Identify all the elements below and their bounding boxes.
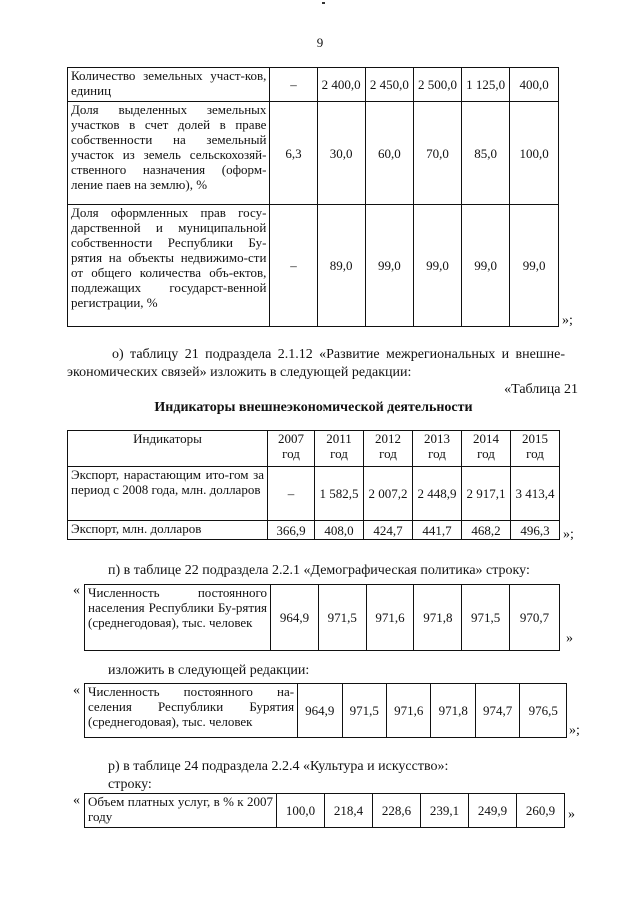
cell-value: 99,0: [365, 205, 413, 327]
cell-value: 100,0: [277, 794, 325, 828]
cell-value: 424,7: [364, 521, 413, 540]
page-number: 9: [316, 35, 324, 50]
table-row: [68, 467, 560, 521]
opening-quote: «: [73, 793, 80, 808]
paragraph-row: строку:: [108, 777, 152, 792]
table-row: [68, 521, 560, 540]
header-year: 2012 год: [364, 431, 413, 467]
cell-value: 971,6: [366, 585, 414, 651]
paragraph-o: о) таблицу 21 подраздела 2.1.12 «Развитие межрегиональных и внешне-экономических связей» изложить в следующей редакции:: [67, 347, 565, 380]
population-row-old: [84, 584, 560, 651]
cell-value: 260,9: [517, 794, 565, 828]
scan-speck: [322, 2, 325, 4]
cell-value: 408,0: [315, 521, 364, 540]
table-header-row: [68, 431, 560, 467]
continued-indicator-table: [67, 67, 559, 327]
population-row-new: [84, 683, 567, 738]
cell-value: 971,8: [414, 585, 462, 651]
closing-quote: »: [566, 631, 573, 646]
cell-value: –: [268, 467, 315, 521]
row-label: Численность постоянного на-селения Республики Бурятия (среднегодовая), тыс. человек: [85, 684, 298, 738]
closing-quote: »: [568, 807, 575, 822]
cell-value: 971,5: [462, 585, 510, 651]
header-year: 2013 год: [413, 431, 462, 467]
cell-value: 468,2: [462, 521, 511, 540]
header-year: 2011 год: [315, 431, 364, 467]
cell-value: 976,5: [520, 684, 567, 738]
cell-value: 2 500,0: [413, 68, 461, 102]
foreign-trade-table: [67, 430, 560, 540]
cell-value: 2 450,0: [365, 68, 413, 102]
cell-value: 971,5: [342, 684, 386, 738]
cell-value: 218,4: [325, 794, 373, 828]
row-label: Доля оформленных прав госу-дарственной и муниципальной собственности Республики Бу-рятия на объекты недвижимо-сти от общего количества объ-ектов, подлежащих государст-венной регистрации, %: [68, 205, 270, 327]
opening-quote: «: [73, 583, 80, 598]
cell-value: 964,9: [271, 585, 319, 651]
table-row: [85, 794, 565, 828]
cell-value: 1 582,5: [315, 467, 364, 521]
paid-services-row: [84, 793, 565, 828]
cell-value: 6,3: [270, 102, 317, 205]
cell-value: 30,0: [317, 102, 365, 205]
table-row: [85, 684, 567, 738]
cell-value: 89,0: [317, 205, 365, 327]
cell-value: 2 917,1: [462, 467, 511, 521]
closing-quote: »;: [562, 313, 573, 328]
row-label: Количество земельных участ-ков, единиц: [68, 68, 270, 102]
cell-value: 99,0: [413, 205, 461, 327]
row-label: Объем платных услуг, в % к 2007 году: [85, 794, 277, 828]
cell-value: 971,5: [318, 585, 366, 651]
cell-value: 964,9: [298, 684, 342, 738]
cell-value: 2 448,9: [413, 467, 462, 521]
row-label: Доля выделенных земельных участков в счет долей в праве собственности на земельный участок из земель сельскохозяй-ственного назначения (оформ-ление паев на землю), %: [68, 102, 270, 205]
row-label: Экспорт, млн. долларов: [68, 521, 268, 540]
cell-value: 974,7: [475, 684, 519, 738]
cell-value: 2 400,0: [317, 68, 365, 102]
cell-value: 1 125,0: [462, 68, 510, 102]
cell-value: 3 413,4: [511, 467, 560, 521]
header-year: 2014 год: [462, 431, 511, 467]
cell-value: 100,0: [510, 102, 559, 205]
cell-value: 366,9: [268, 521, 315, 540]
cell-value: 70,0: [413, 102, 461, 205]
table-row: [68, 205, 559, 327]
closing-quote: »;: [569, 723, 580, 738]
paragraph-p: п) в таблице 22 подраздела 2.2.1 «Демографическая политика» строку:: [108, 563, 530, 578]
paragraph-replace: изложить в следующей редакции:: [108, 663, 310, 678]
cell-value: 85,0: [462, 102, 510, 205]
opening-quote: «: [73, 683, 80, 698]
row-label: Экспорт, нарастающим ито-гом за период с 2008 года, млн. долларов: [68, 467, 268, 521]
closing-quote: »;: [563, 527, 574, 542]
cell-value: 971,6: [387, 684, 431, 738]
table-row: [68, 68, 559, 102]
paragraph-r: р) в таблице 24 подраздела 2.2.4 «Культура и искусство»:: [108, 759, 449, 774]
table-caption: «Таблица 21: [504, 382, 578, 397]
cell-value: 239,1: [421, 794, 469, 828]
cell-value: 441,7: [413, 521, 462, 540]
cell-value: 60,0: [365, 102, 413, 205]
cell-value: 970,7: [510, 585, 560, 651]
cell-value: 400,0: [510, 68, 559, 102]
cell-value: 2 007,2: [364, 467, 413, 521]
header-indicators: Индикаторы: [68, 431, 268, 467]
header-year: 2007 год: [268, 431, 315, 467]
row-label: Численность постоянного населения Республики Бу-рятия (среднегодовая), тыс. человек: [85, 585, 271, 651]
cell-value: 99,0: [510, 205, 559, 327]
cell-value: –: [270, 68, 317, 102]
table-row: [68, 102, 559, 205]
table-row: [85, 585, 560, 651]
cell-value: 971,8: [431, 684, 475, 738]
cell-value: 496,3: [511, 521, 560, 540]
header-year: 2015 год: [511, 431, 560, 467]
table-title: Индикаторы внешнеэкономической деятельности: [154, 400, 473, 415]
cell-value: –: [270, 205, 317, 327]
cell-value: 228,6: [373, 794, 421, 828]
cell-value: 99,0: [462, 205, 510, 327]
cell-value: 249,9: [469, 794, 517, 828]
